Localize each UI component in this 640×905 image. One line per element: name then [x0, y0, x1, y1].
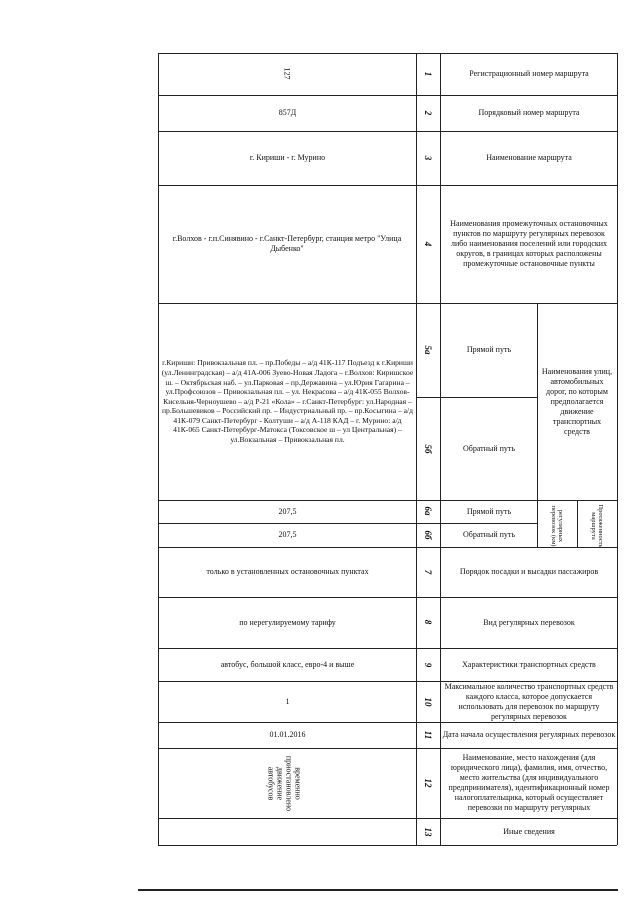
boarding-order: только в установленных остановочных пунктах [206, 567, 369, 576]
carrier-status-line2: приостановлено [284, 755, 294, 812]
row-label-start-date: Дата начала осуществления регулярных перевозок [442, 730, 616, 739]
route-length-reverse: 207,5 [278, 530, 297, 539]
row-label-length-2: регулярных перевозок (км) [550, 505, 564, 547]
row-label-other-info: Иные сведения [503, 826, 555, 836]
route-name: г. Кириши - г. Мурино [249, 153, 326, 162]
row-number-8: 8 [423, 619, 433, 625]
row-number-10: 10 [423, 697, 433, 707]
transport-type: по нерегулируемому тарифу [239, 617, 336, 627]
route-registration-number: 127 [282, 67, 292, 80]
carrier-status-line1: временно [293, 767, 303, 800]
max-vehicles: 1 [285, 696, 290, 706]
vehicle-characteristics: автобус, большой класс, евро-4 и выше [220, 659, 355, 669]
row-number-6a: 6а [423, 506, 433, 516]
carrier-status-line4: автобусов [266, 766, 276, 801]
direct-path-label-6: Прямой путь [466, 506, 512, 516]
row-number-3: 3 [423, 155, 433, 161]
intermediate-stops: г.Волхов - г.п.Синявино - г.Санкт-Петербург, станция метро "Улица Дыбенко" [172, 234, 402, 253]
row-number-5b: 5б [423, 444, 433, 454]
row-label-vehicle-characteristics: Характеристики транспортных средств [462, 659, 596, 669]
direct-path-label: Прямой путь [466, 345, 512, 354]
row-label-intermediate-stops: Наименования промежуточных остановочных пунктов по маршруту регулярных перевозок либо наименования поселений или городских округов, в границах которых расположены промежуточные остановочные пункты [450, 219, 608, 268]
route-serial-number: 857Д [278, 108, 297, 117]
row-label-transport-type: Вид регулярных перевозок [483, 617, 575, 627]
row-number-11: 11 [423, 730, 433, 740]
carrier-status-line3: движение [275, 766, 285, 801]
start-date: 01.01.2016 [269, 730, 306, 739]
row-number-13: 13 [423, 827, 433, 837]
row-number-6b: 6б [423, 530, 433, 540]
row-label-route-name: Наименование маршрута [486, 153, 572, 162]
row-number-7: 7 [423, 569, 433, 575]
row-number-2: 2 [423, 110, 433, 116]
row-number-5a: 5а [423, 345, 433, 355]
row-label-length-1: Протяженность маршрута [590, 504, 604, 548]
row-number-12: 12 [423, 778, 433, 788]
row-label-serial-number: Порядковый номер маршрута [478, 108, 580, 117]
row-label-boarding-order: Порядок посадки и высадки пассажиров [459, 567, 599, 576]
row-number-1: 1 [423, 71, 433, 77]
row-number-9: 9 [423, 662, 433, 668]
page-bottom-rule [138, 889, 618, 891]
row-label-max-vehicles: Максимальное количество транспортных средств каждого класса, которое допускается использовать для перевозок по маршруту регулярных перевозок [444, 681, 614, 721]
row-label-carrier: Наименование, место нахождения (для юридического лица), фамилия, имя, отчество, место жительства (для индивидуального предпринимателя), идентификационный номер налогоплательщика, который осуществляет перевозки по маршруту регулярных [448, 753, 610, 812]
reverse-path-label-6: Обратный путь [462, 530, 516, 539]
route-streets: г.Кириши: Привокзальная пл. – пр.Победы – а/д 41К-117 Подъезд к г.Кириши (ул.Ленинградская) – а/д 41А-006 Зуево-Новая Ладога – г.Волхов: Киришское ш. – Октябрьская наб. – ул.Парковая – пр.Державина – ул.Юрия Гагарина – ул.Профсоюзов – Привокзальная пл. – ул. Некрасова – а/д 41К-055 Волхов-Кисельня-Черноушево – а/д Р-21 «Кола» – г.Санкт-Петербург: ул.Народная – пр.Большевиков – Российский пр. – Индустриальный пр. – пр.Косыгина – а/д 41К-079 Санкт-Петербург - Колтуши – а/д А-118 КАД – г. Мурино: а/д 41К-065 Санкт-Петербург-Матокса (Токсовское ш – ул Центральная) – ул.Вокзальная – Привокзальная пл. [161, 358, 414, 445]
row-label-streets: Наименования улиц, автомобильных дорог, по которым предполагается движение транспортных средств [541, 366, 613, 436]
row-label-registration-number: Регистрационный номер маршрута [469, 69, 589, 78]
route-length-direct: 207,5 [278, 506, 297, 516]
row-number-4: 4 [423, 241, 433, 247]
other-info [159, 818, 416, 845]
reverse-path-label: Обратный путь [462, 443, 516, 453]
